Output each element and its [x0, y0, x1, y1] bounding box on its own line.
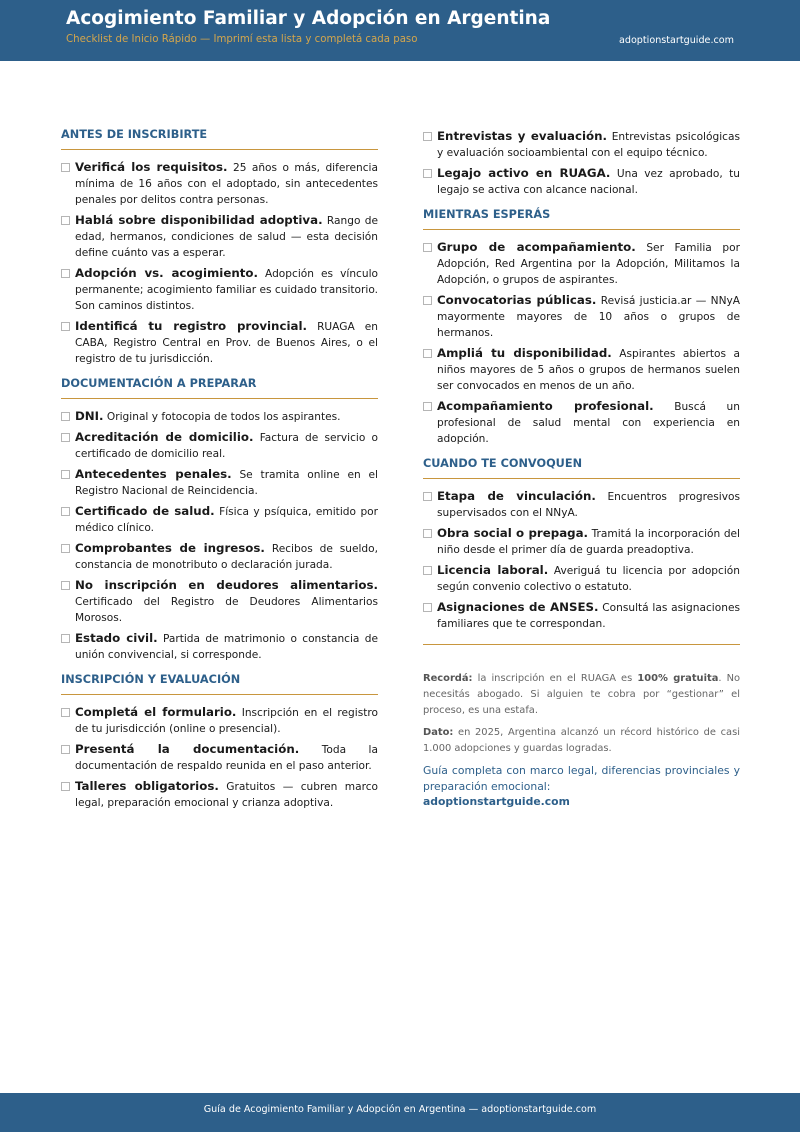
checkbox-icon[interactable] — [423, 296, 432, 305]
item-description: Partida de matrimonio o constancia de unión convivencial, si corresponde. — [75, 633, 378, 661]
checklist-item — [423, 398, 740, 447]
section-title: CUANDO TE CONVOQUEN — [423, 457, 740, 479]
item-description: Recibos de sueldo, constancia de monotributo o declaración jurada. — [75, 543, 378, 571]
checklist-item — [61, 429, 378, 462]
item-label: Antecedentes penales. — [75, 467, 232, 481]
checkbox-icon[interactable] — [423, 243, 432, 252]
item-label: Licencia laboral. — [437, 563, 549, 577]
checklist-item — [61, 318, 378, 367]
item-description: Gratuitos — cubren marco legal, preparación emocional y crianza adoptiva. — [75, 781, 379, 809]
item-label: Presentá la documentación. — [75, 742, 300, 756]
item-label: Verificá los requisitos. — [75, 160, 228, 174]
checklist-item — [61, 577, 378, 626]
item-label: Talleres obligatorios. — [75, 779, 219, 793]
checklist-item — [423, 488, 740, 521]
checkbox-icon[interactable] — [61, 433, 70, 442]
checkbox-icon[interactable] — [61, 708, 70, 717]
checklist-item — [61, 741, 378, 774]
checklist-item — [423, 599, 740, 632]
checkbox-icon[interactable] — [423, 566, 432, 575]
item-description: Averiguá tu licencia por adopción según convenio colectivo o estatuto. — [437, 565, 740, 593]
item-label: Etapa de vinculación. — [437, 489, 596, 503]
item-description: Certificado del Registro de Deudores Alimentarios Morosos. — [75, 596, 378, 624]
item-description: Revisá justicia.ar — NNyA mayormente mayores de 10 años o grupos de hermanos. — [437, 295, 741, 339]
item-description: Rango de edad, hermanos, condiciones de salud — esta decisión define cuánto vas a esperar. — [75, 215, 378, 259]
item-label: Grupo de acompañamiento. — [437, 240, 636, 254]
checkbox-icon[interactable] — [423, 132, 432, 141]
section-inscripcion-continued — [423, 128, 740, 198]
checkbox-icon[interactable] — [423, 529, 432, 538]
checklist-item — [423, 128, 740, 161]
item-label: Estado civil. — [75, 631, 158, 645]
item-label: Completá el formulario. — [75, 705, 237, 719]
item-description: Consultá las asignaciones familiares que te correspondan. — [437, 602, 740, 630]
checkbox-icon[interactable] — [61, 216, 70, 225]
reminder-note: Recordá: la inscripción en el RUAGA es 100% gratuita. No necesitás abogado. Si alguien te cobra por “gestionar” el proceso, es una estafa. — [423, 673, 740, 716]
item-label: Obra social o prepaga. — [437, 526, 589, 540]
item-label: Entrevistas y evaluación. — [437, 129, 607, 143]
item-description: Ser Familia por Adopción, Red Argentina por la Adopción, Militamos la Adopción, o grupos de aspirantes. — [437, 242, 740, 286]
checkbox-icon[interactable] — [61, 782, 70, 791]
checkbox-icon[interactable] — [423, 169, 432, 178]
header-banner — [0, 0, 800, 61]
item-description: Física y psíquica, emitido por médico clínico. — [75, 506, 379, 534]
checklist-item — [61, 630, 378, 663]
item-label: Hablá sobre disponibilidad adoptiva. — [75, 213, 323, 227]
checkbox-icon[interactable] — [61, 412, 70, 421]
checklist-item — [61, 540, 378, 573]
checklist-item — [61, 778, 378, 811]
guide-link[interactable]: adoptionstartguide.com — [423, 795, 570, 808]
checkbox-icon[interactable] — [423, 349, 432, 358]
footer-banner — [0, 1093, 800, 1132]
checkbox-icon[interactable] — [61, 581, 70, 590]
right-column — [423, 128, 740, 808]
section-mientras — [423, 208, 740, 447]
checkbox-icon[interactable] — [61, 507, 70, 516]
item-description: 25 años o más, diferencia mínima de 16 años con el adoptado, sin antecedentes penales por delitos contra personas. — [75, 162, 378, 206]
checklist-item — [61, 408, 378, 425]
checklist-item — [61, 466, 378, 499]
checkbox-icon[interactable] — [61, 163, 70, 172]
item-description: Encuentros progresivos supervisados con el NNyA. — [437, 491, 741, 519]
page-title: Acogimiento Familiar y Adopción en Argentina — [66, 8, 551, 29]
item-description: Inscripción en el registro de tu jurisdicción (online o presencial). — [75, 707, 378, 735]
item-description: Original y fotocopia de todos los aspirantes. — [106, 411, 341, 423]
item-label: DNI. — [75, 409, 104, 423]
item-label: Acreditación de domicilio. — [75, 430, 254, 444]
footer-text: Guía de Acogimiento Familiar y Adopción en Argentina — adoptionstartguide.com — [203, 1104, 597, 1115]
checklist-item — [61, 704, 378, 737]
item-description: Buscá un profesional de salud mental con experiencia en adopción. — [437, 401, 740, 445]
checkbox-icon[interactable] — [61, 470, 70, 479]
item-description: Tramitá la incorporación del niño desde el primer día de guarda preadoptiva. — [437, 528, 741, 556]
item-label: Certificado de salud. — [75, 504, 215, 518]
section-convoquen — [423, 457, 740, 632]
checkbox-icon[interactable] — [61, 544, 70, 553]
section-inscripcion — [61, 673, 378, 811]
notes-block — [423, 644, 740, 808]
item-label: Comprobantes de ingresos. — [75, 541, 265, 555]
section-title: ANTES DE INSCRIBIRTE — [61, 128, 378, 150]
checkbox-icon[interactable] — [61, 745, 70, 754]
checklist-item — [423, 562, 740, 595]
guide-cta-text: Guía completa con marco legal, diferencias provinciales y preparación emocional: — [423, 764, 740, 793]
item-label: Identificá tu registro provincial. — [75, 319, 307, 333]
item-description: Toda la documentación de respaldo reunida en el paso anterior. — [75, 744, 378, 772]
fact-note: Dato: en 2025, Argentina alcanzó un récord histórico de casi 1.000 adopciones y guardas logradas. — [423, 727, 740, 754]
item-description: Aspirantes abiertos a niños mayores de 5 años o grupos de hermanos suelen ser convocados en menos de un año. — [437, 348, 740, 392]
section-documentacion — [61, 377, 378, 663]
item-label: Acompañamiento profesional. — [437, 399, 654, 413]
item-description: Adopción es vínculo permanente; acogimiento familiar es cuidado transitorio. Son caminos distintos. — [75, 268, 379, 312]
item-description: RUAGA en CABA, Registro Central en Prov. de Buenos Aires, o el registro de tu jurisdicción. — [75, 321, 378, 365]
checklist-item — [423, 292, 740, 341]
item-label: Asignaciones de ANSES. — [437, 600, 599, 614]
item-label: Ampliá tu disponibilidad. — [437, 346, 612, 360]
checklist-item — [423, 165, 740, 198]
item-label: Adopción vs. acogimiento. — [75, 266, 258, 280]
checklist-item — [61, 212, 378, 261]
checkbox-icon[interactable] — [61, 269, 70, 278]
checklist-item — [423, 525, 740, 558]
checkbox-icon[interactable] — [423, 402, 432, 411]
section-title: INSCRIPCIÓN Y EVALUACIÓN — [61, 673, 378, 695]
item-description: Factura de servicio o certificado de domicilio real. — [75, 432, 378, 460]
item-label: Legajo activo en RUAGA. — [437, 166, 611, 180]
checklist-item — [423, 345, 740, 394]
section-title: MIENTRAS ESPERÁS — [423, 208, 740, 230]
checklist-item — [61, 503, 378, 536]
header-url-link[interactable]: adoptionstartguide.com — [618, 35, 734, 46]
checkbox-icon[interactable] — [423, 492, 432, 501]
checklist-item — [61, 265, 378, 314]
checklist-item — [423, 239, 740, 288]
item-label: No inscripción en deudores alimentarios. — [75, 578, 378, 592]
left-column — [61, 128, 378, 821]
section-title: DOCUMENTACIÓN A PREPARAR — [61, 377, 378, 399]
item-description: Una vez aprobado, tu legajo se activa con alcance nacional. — [437, 168, 741, 196]
checkbox-icon[interactable] — [423, 603, 432, 612]
checklist-item — [61, 159, 378, 208]
item-label: Convocatorias públicas. — [437, 293, 597, 307]
checkbox-icon[interactable] — [61, 634, 70, 643]
page-subtitle: Checklist de Inicio Rápido — Imprimí esta lista y completá cada paso — [66, 34, 418, 45]
item-description: Se tramita online en el Registro Nacional de Reincidencia. — [75, 469, 378, 497]
section-antes — [61, 128, 378, 367]
item-description: Entrevistas psicológicas y evaluación socioambiental con el equipo técnico. — [437, 131, 740, 159]
checkbox-icon[interactable] — [61, 322, 70, 331]
